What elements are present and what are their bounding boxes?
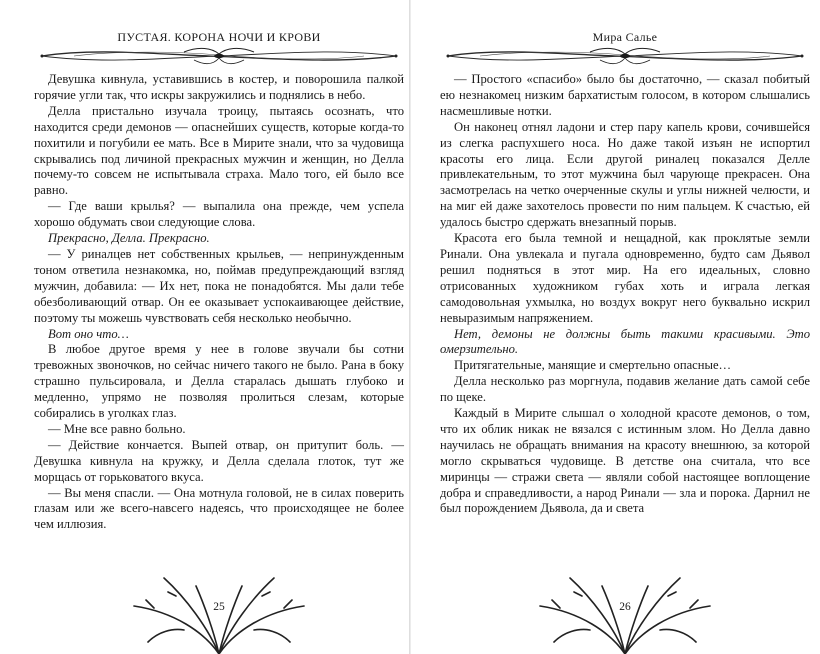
header-flourish-ornament [34, 44, 404, 68]
paragraph: — Мне все равно больно. [48, 421, 186, 436]
paragraph: — Простого «спасибо» было бы достаточно, — сказал побитый ею незнакомец низким бархатистым голосом, в котором слышались насмешливые нотки. [440, 72, 810, 118]
paragraph: Каждый в Мирите слышал о холодной красоте демонов, о том, что их облик никак не вязался с истинным злом. Но Делла давно научилась не обращать внимания на красоту внешнюю, за которой могло скрываться чудовище. В детстве она считала, что все миринцы — стражи света — являли собой настоящее воплощение добра и справедливости, а народ Ринали — зла и порока. Дарнил не был порождением Дьявола, да и света [440, 406, 810, 516]
page-number: 26 [619, 601, 631, 613]
paragraph: Делла несколько раз моргнула, подавив желание дать самой себе по щеке. [440, 374, 810, 405]
running-head-title: ПУСТАЯ. КОРОНА НОЧИ И КРОВИ [117, 30, 321, 44]
paragraph: — Где ваши крылья? — выпалила она прежде, чем успела хорошо обдумать свои следующие слова. [34, 199, 404, 230]
running-head-author: Мира Салье [592, 30, 658, 44]
thorn-branches-ornament [124, 572, 314, 654]
right-page [440, 0, 810, 654]
paragraph: Притягательные, манящие и смертельно опасные… [454, 358, 732, 373]
paragraph: — Вы меня спасли. — Она мотнула головой, не в силах поверить глазам или же всего-навсего надеясь, что происходящее не более чем иллюзия. [34, 485, 404, 532]
paragraph: — Действие кончается. Выпей отвар, он притупит боль. — Девушка кивнула на кружку, и Делла сделала глоток, тут же морщась от горьковатого вкуса. [34, 437, 404, 484]
paragraph: — У риналцев нет собственных крыльев, — непринужденным тоном ответила незнакомка, но, поймав предупреждающий взгляд мужчин, добавила: — Их нет, пока не понадобятся. Мы дали тебе обезболивающий отвар. Он ее оказывает успокаивающее действие, поэтому ты можешь чувствовать себя несколько необычно. [34, 246, 404, 325]
page-number: 25 [213, 601, 225, 613]
paragraph: В любое другое время у нее в голове звучали бы сотни тревожных звоночков, но сейчас ничего такого не было. Рана в боку страшно пульсировала, и Делла старалась дышать глубоко и медленно, упрямо не позволяя пролиться слезам, которые собирались в уголках глаз. [34, 342, 404, 421]
left-page [34, 0, 404, 654]
paragraph: Делла пристально изучала троицу, пытаясь осознать, что находится среди демонов — опаснейших существ, которые когда-то похитили и погубили ее мать. Все в Мирите знали, что за чудовища скрывались под личиной прекрасных мужчин и женщин, но Делла почему-то совсем не испытывала страха. Мало того, ей было все равно. [34, 103, 404, 198]
thorn-branches-ornament [530, 572, 720, 654]
paragraph-italic: Нет, демоны не должны быть такими красивыми. Это омерзительно. [440, 326, 810, 357]
left-page-body-text [34, 72, 404, 533]
paragraph-italic: Вот оно что… [48, 326, 129, 341]
paragraph: Девушка кивнула, уставившись в костер, и поворошила палкой горячие угли так, что искры закружились и поднялись в небо. [34, 72, 404, 102]
paragraph-italic: Прекрасно, Делла. Прекрасно. [48, 231, 210, 246]
right-page-body-text [440, 72, 810, 517]
book-gutter [409, 0, 411, 654]
paragraph: Он наконец отнял ладони и стер пару капель крови, сочившейся из слегка распухшего носа. Но даже такой изъян не испортил красоты его лица. Если другой риналец показался Делле привлекательным, то этот мужчина был чарующе прекрасен. Она засмотрелась на четко очерченные скулы и углы нижней челюсти, и на миг ей даже захотелось провести по ним пальцем. К счастью, ей удалось быстро сдержать внезапный порыв. [440, 119, 810, 230]
header-flourish-ornament [440, 44, 810, 68]
paragraph: Красота его была темной и нещадной, как проклятые земли Ринали. Она увлекала и пугала одновременно, будто сам Дьявол решил подняться в этот мир. На его идеальных, словно отрисованных художником губах хоть и играла легкая самодовольная ухмылка, но воздух вокруг него буквально искрил невыразимым напряжением. [440, 231, 810, 325]
